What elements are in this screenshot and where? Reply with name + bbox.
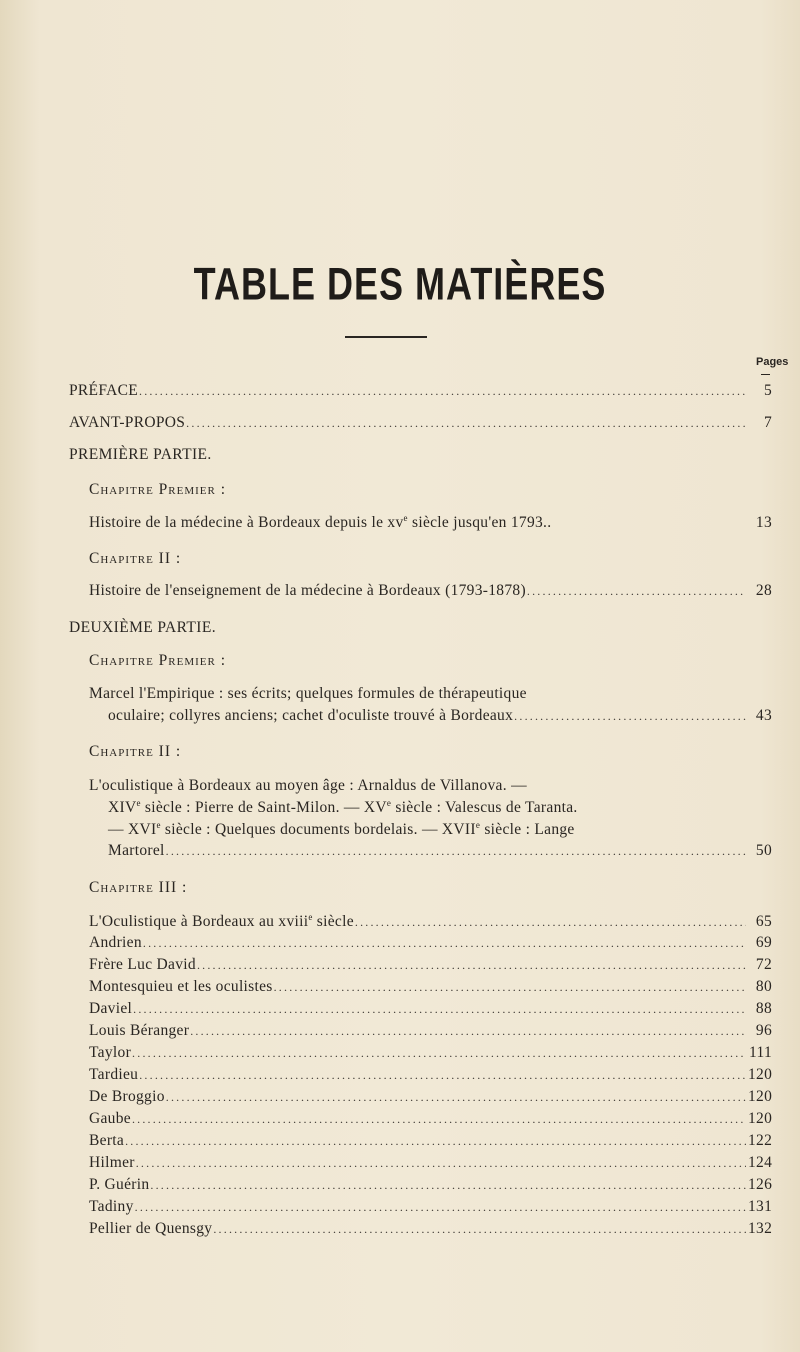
chapter-heading: Chapitre III : — [89, 879, 188, 896]
toc-entry-avant-propos: AVANT-PROPOS ..... 7 — [69, 414, 772, 432]
toc-entry-preface: PRÉFACE ..... 5 — [69, 382, 772, 400]
entry-label: L'Oculistique à Bordeaux au xviii$^e$ siècle — [89, 912, 354, 930]
toc-entry — [89, 912, 772, 931]
toc-entry: Berta ..... 122 — [89, 1132, 772, 1150]
page-number: 124 — [748, 1154, 773, 1171]
page-number: 5 — [763, 382, 772, 399]
page-number: 111 — [749, 1044, 772, 1061]
toc-entry: Andrien ..... 69 — [89, 934, 772, 952]
page-number: 126 — [748, 1176, 773, 1193]
toc-entry: Hilmer ..... 124 — [89, 1154, 772, 1172]
page-number: 50 — [755, 842, 772, 859]
toc-entry: De Broggio ..... 120 — [89, 1088, 772, 1106]
entry-label: Histoire de la médecine à Bordeaux depuis le $xv^e$ siècle jusqu'en 1793.. — [89, 513, 552, 531]
toc-entry: Gaube ..... 120 — [89, 1110, 772, 1128]
page-number: 120 — [748, 1110, 773, 1127]
entry-text-line: L'oculistique à Bordeaux au moyen âge : Arnaldus de Villanova. — — [89, 777, 527, 794]
toc-entry: Daviel ..... 88 — [89, 1000, 772, 1018]
toc-entry: P. Guérin ..... 126 — [89, 1176, 772, 1194]
toc-entry: Frère Luc David ..... 72 — [89, 956, 772, 974]
part-heading-2: DEUXIÈME PARTIE. — [69, 619, 216, 636]
page-number: 88 — [755, 1000, 772, 1017]
title-rule — [345, 336, 427, 338]
page-number: 69 — [755, 934, 772, 951]
toc-entry: Louis Béranger ..... 96 — [89, 1022, 772, 1040]
chapter-heading: Chapitre II : — [89, 550, 182, 567]
toc-entry: Histoire de l'enseignement de la médecine à Bordeaux (1793-1878) ..... 28 — [89, 582, 772, 600]
entry-text-line: Marcel l'Empirique : ses écrits; quelques formules de thérapeutique — [89, 685, 527, 702]
entry-text-line: XIVe siècle : Pierre de Saint-Milon. — XVe siècle : Valescus de Taranta. — [108, 798, 578, 816]
page-number: 122 — [748, 1132, 773, 1149]
pages-column-label: Pages — [756, 356, 789, 368]
page-number: 72 — [755, 956, 772, 973]
toc-entry: Tadiny ..... 131 — [89, 1198, 772, 1216]
entry-text-line: — XVIe siècle : Quelques documents bordelais. — XVIIe siècle : Lange — [108, 820, 575, 838]
toc-entry — [89, 513, 772, 532]
toc-entry: Montesquieu et les oculistes ..... 80 — [89, 978, 772, 996]
toc-entry: Taylor ..... 111 — [89, 1044, 772, 1062]
page-title: TABLE DES MATIÈRES — [193, 258, 607, 310]
chapter-heading: Chapitre II : — [89, 743, 182, 760]
page-number: 13 — [755, 514, 772, 531]
toc-entry: oculaire; collyres anciens; cachet d'oculiste trouvé à Bordeaux ..... 43 — [108, 707, 772, 725]
toc-entry: Martorel ..... 50 — [108, 842, 772, 860]
pages-dash — [761, 374, 770, 375]
page-number: 132 — [748, 1220, 773, 1237]
chapter-heading: Chapitre Premier : — [89, 481, 227, 498]
page-number: 80 — [755, 978, 772, 995]
page-number: 120 — [748, 1088, 773, 1105]
page-number: 131 — [748, 1198, 773, 1215]
chapter-heading: Chapitre Premier : — [89, 652, 227, 669]
page-number: 7 — [763, 414, 772, 431]
page-number: 65 — [755, 913, 772, 930]
page-number: 96 — [755, 1022, 772, 1039]
page-number: 120 — [748, 1066, 773, 1083]
part-heading-1: PREMIÈRE PARTIE. — [69, 446, 212, 463]
toc-entry: Pellier de Quensgy ..... 132 — [89, 1220, 772, 1238]
page-number: 28 — [755, 582, 772, 599]
toc-entry: Tardieu ..... 120 — [89, 1066, 772, 1084]
page-number: 43 — [755, 707, 772, 724]
